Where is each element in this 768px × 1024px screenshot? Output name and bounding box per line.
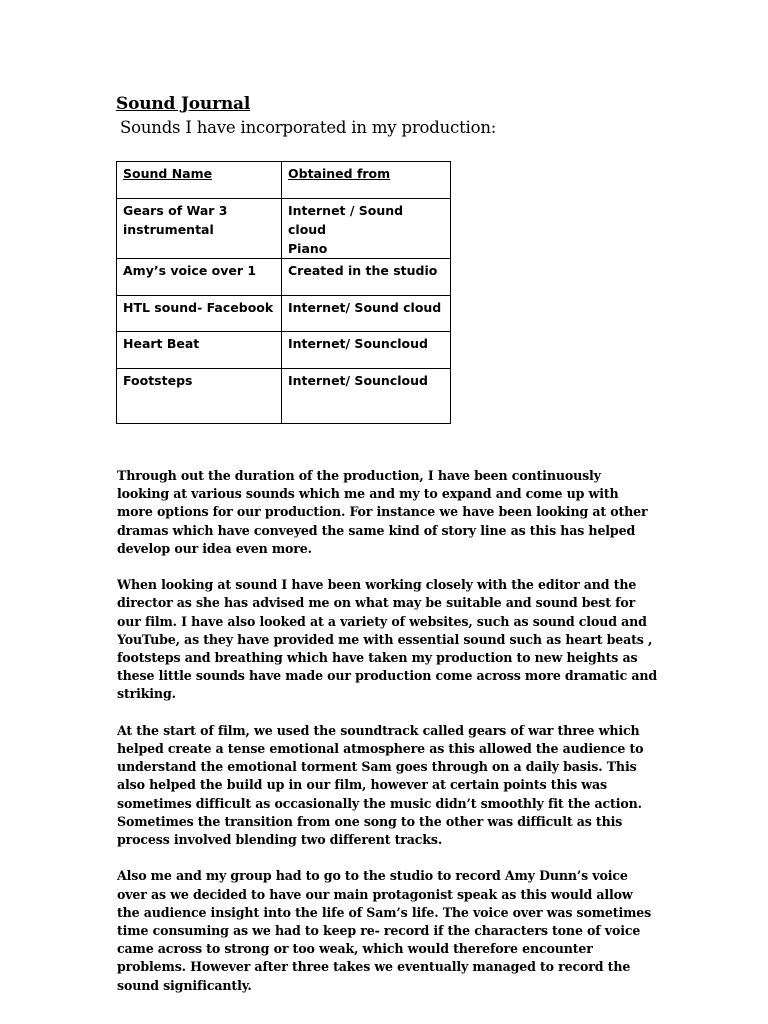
obtained-from-cell: Internet/ Souncloud xyxy=(282,332,451,369)
body-paragraph: Through out the duration of the production, I have been continuously looking at various sounds which me and my to expand and come up with more options for our production. For instance we have been looking at other dramas which have conveyed the same kind of story line as this has helped develop our idea even more. xyxy=(117,468,648,556)
sound-name-cell: Amy’s voice over 1 xyxy=(117,259,282,296)
sound-name-cell: Gears of War 3 instrumental xyxy=(117,199,282,259)
obtained-from-cell: Internet/ Sound cloud xyxy=(282,296,451,332)
sound-name-cell: Heart Beat xyxy=(117,332,282,369)
sound-name-cell: Footsteps xyxy=(117,369,282,424)
sounds-table xyxy=(116,161,451,424)
column-header-sound-name: Sound Name xyxy=(117,162,282,199)
document-subtitle: Sounds I have incorporated in my production: xyxy=(120,118,497,137)
obtained-from-cell: Created in the studio xyxy=(282,259,451,296)
journal-body xyxy=(117,467,657,1013)
table-header-row xyxy=(117,162,451,199)
table-row xyxy=(117,332,451,369)
column-header-obtained-from: Obtained from xyxy=(282,162,451,199)
table-row xyxy=(117,199,451,259)
obtained-from-cell: Internet/ Souncloud xyxy=(282,369,451,424)
table-row xyxy=(117,369,451,424)
body-paragraph: Also me and my group had to go to the studio to record Amy Dunn’s voice over as we decided to have our main protagonist speak as this would allow the audience insight into the life of Sam’s life. The voice over was sometimes time consuming as we had to keep re- record if the characters tone of voice came across to strong or too weak, which would therefore encounter problems. However after three takes we eventually managed to record the sound significantly. xyxy=(117,868,652,993)
obtained-from-cell: Internet / Sound cloud Piano xyxy=(282,199,451,259)
document-title: Sound Journal xyxy=(116,94,251,114)
table-row xyxy=(117,296,451,332)
body-paragraph: When looking at sound I have been working closely with the editor and the director as she has advised me on what may be suitable and sound best for our film. I have also looked at a variety of websites, such as sound cloud and YouTube, as they have provided me with essential sound such as heart beats , footsteps and breathing which have taken my production to new heights as these little sounds have made our production come across more dramatic and striking. xyxy=(117,577,657,702)
body-paragraph: At the start of film, we used the soundtrack called gears of war three which helped create a tense emotional atmosphere as this allowed the audience to understand the emotional torment Sam goes through on a daily basis. This also helped the build up in our film, however at certain points this was sometimes difficult as occasionally the music didn’t smoothly fit the action. Sometimes the transition from one song to the other was difficult as this process involved blending two different tracks. xyxy=(117,722,644,848)
sound-name-cell: HTL sound- Facebook xyxy=(117,296,282,332)
table-row xyxy=(117,259,451,296)
